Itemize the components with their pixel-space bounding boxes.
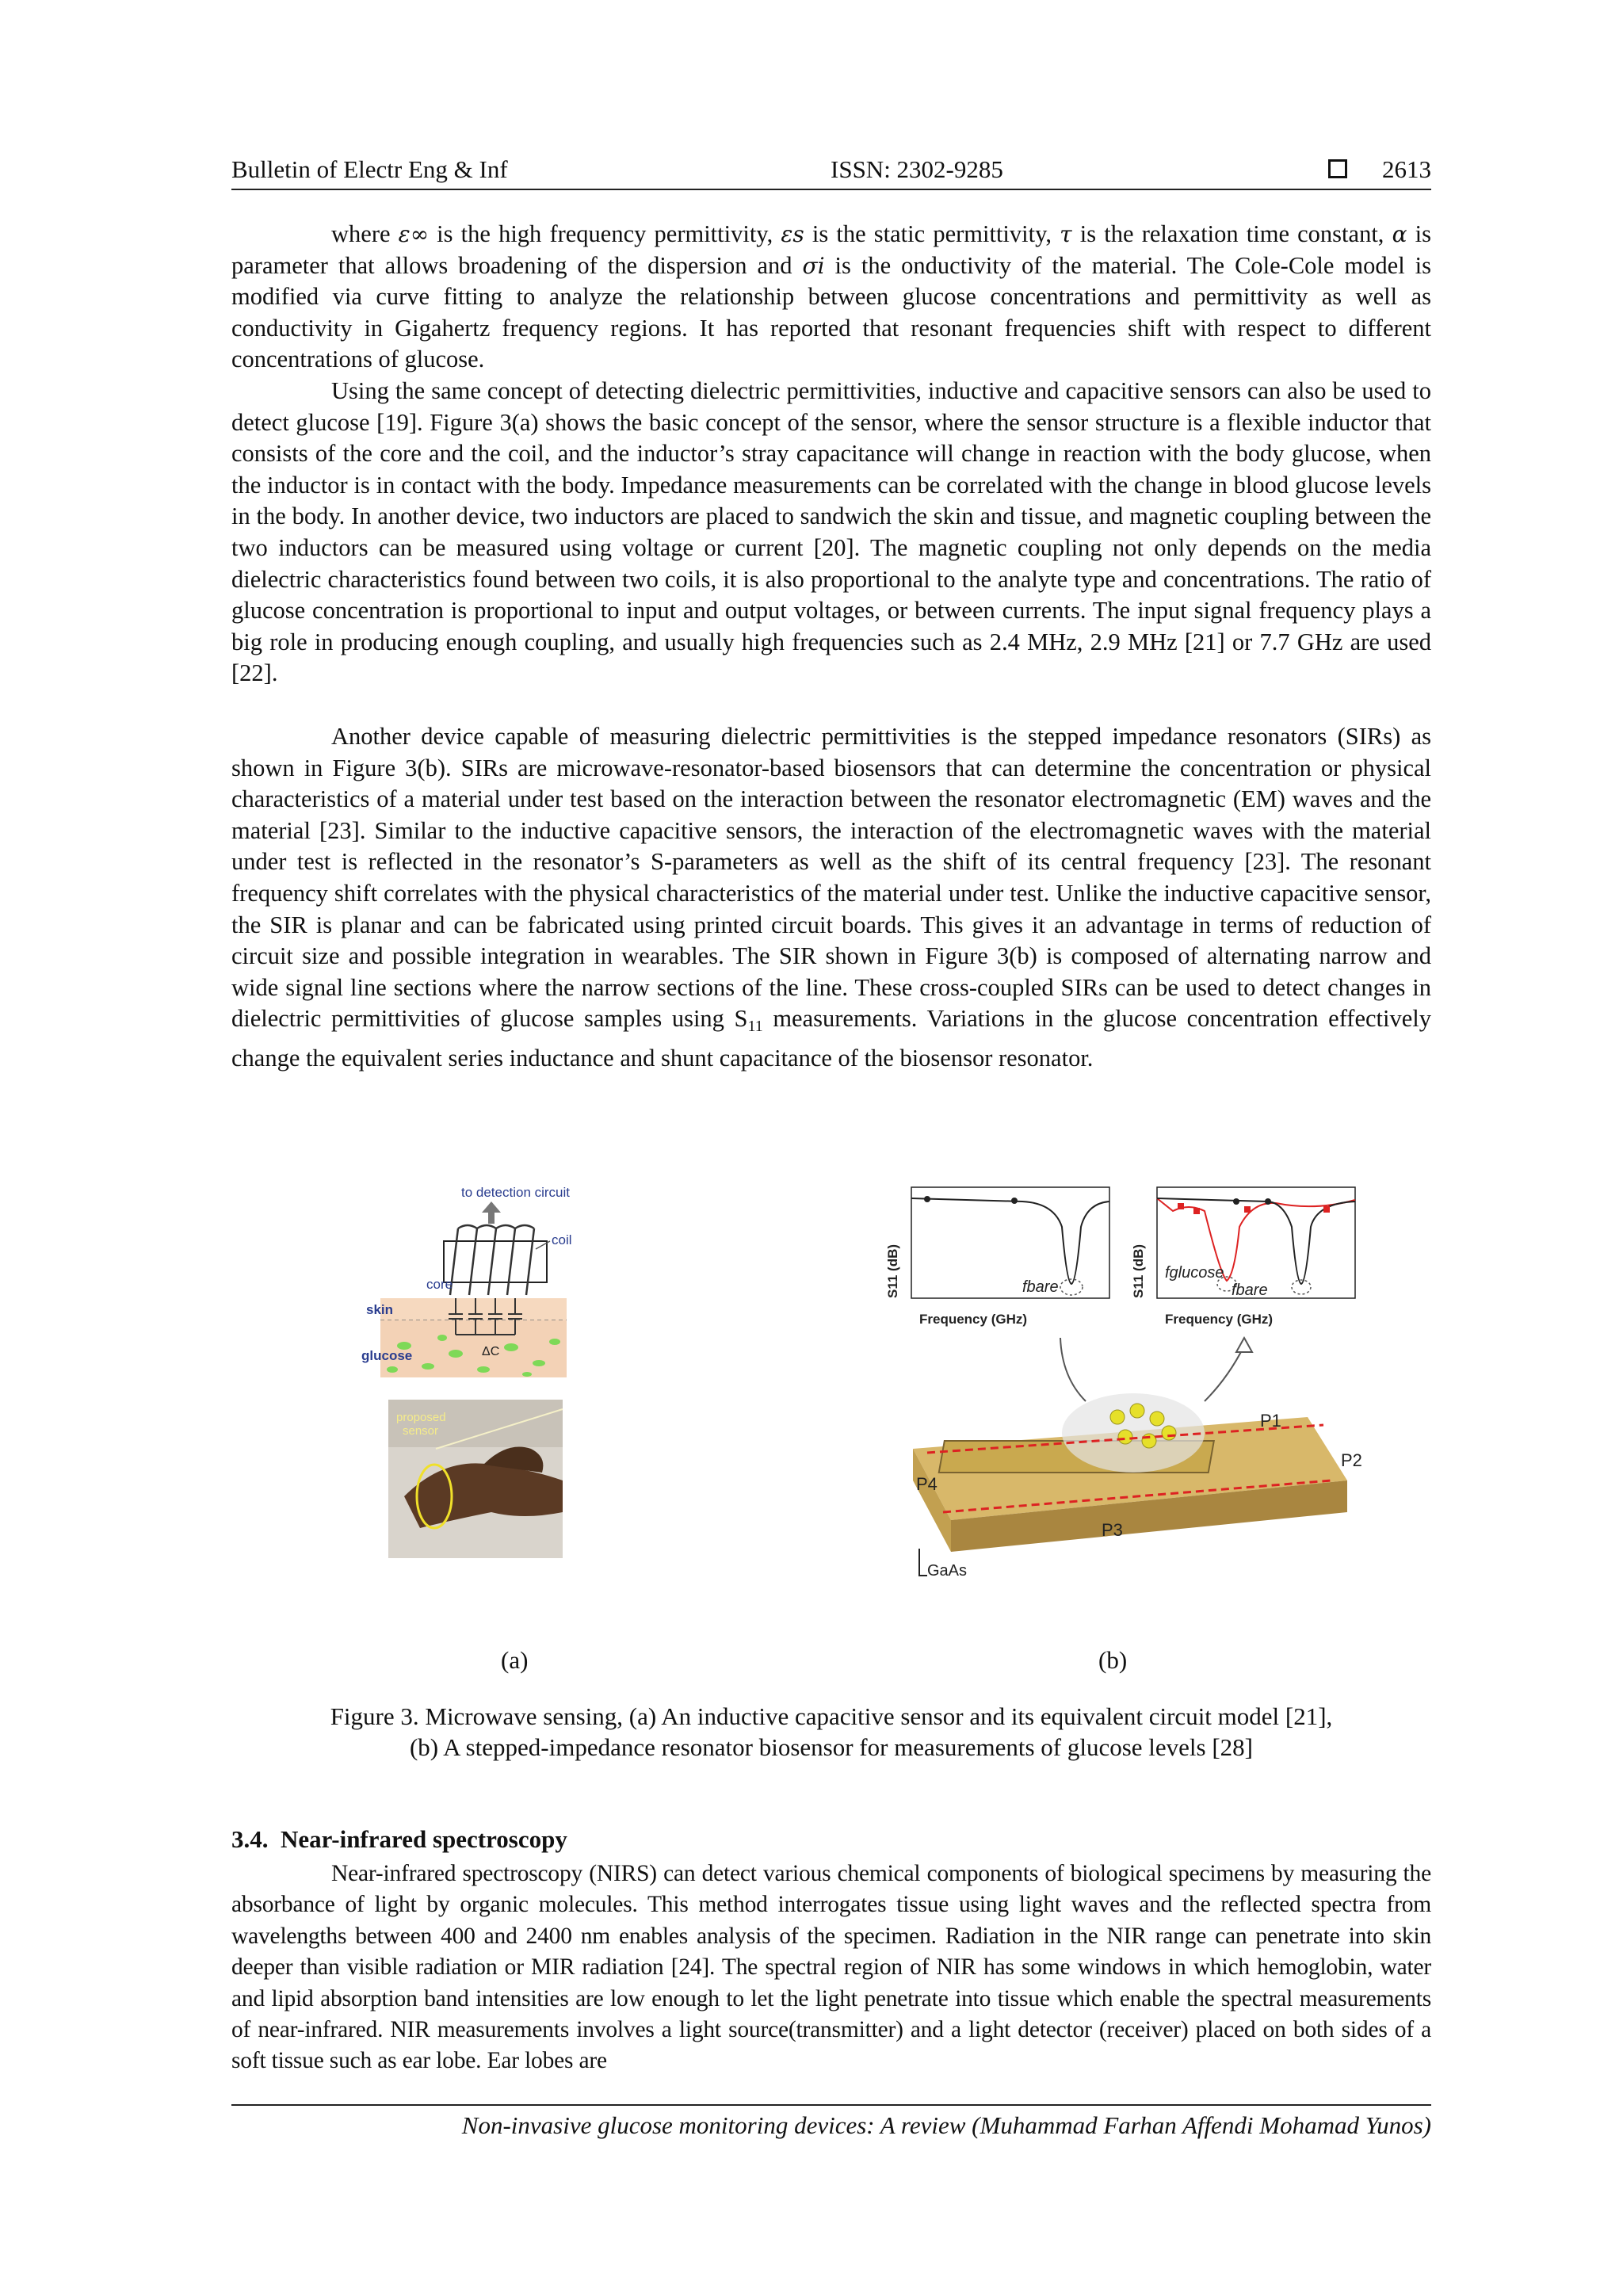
paragraph-4: Near-infrared spectroscopy (NIRS) can detect various chemical components of biological specimens by measuring the absorbance of light by organic molecules. This method interrogates tissue using light waves and the reflected spectra from wavelengths between 400 and 2400 nm enables analysis of the specimen. Radiation in the NIR range can penetrate into skin deeper than visible radiation or MIR radiation [24]. The spectral region of NIR has some windows in which hemoglobin, water and lipid absorption band intensities are low enough to let the light penetrate into tissue which enable the spectral measurements of near-infrared. NIR measurements involves a light source(transmitter) and a light detector (receiver) placed on both sides of a soft tissue such as ear lobe. Ear lobes are — [231, 1861, 1431, 2074]
port-p3: P3 — [1102, 1520, 1123, 1540]
port-p1: P1 — [1260, 1411, 1281, 1431]
caption-line-2: (b) A stepped-impedance resonator biosensor for measurements of glucose levels [28] — [409, 1733, 1253, 1761]
section-title: Near-infrared spectroscopy — [281, 1825, 567, 1853]
symbol-alpha: α — [1392, 221, 1407, 247]
section-heading — [231, 1825, 567, 1854]
fbare-label-right: fbare — [1232, 1282, 1268, 1299]
figure-label-b: (b) — [1098, 1646, 1128, 1674]
fbare-label-left: fbare — [1022, 1278, 1059, 1296]
paragraph-3: Another device capable of measuring dielectric permittivities is the stepped impedance resonators (SIRs) as shown in Figure 3(b). SIRs are microwave-resonator-based biosensors that can determine the concentration or physical characteristics of a material under test based on the interaction between the resonator electromagnetic (EM) waves and the material [23]. Similar to the inductive capacitive sensors, the interaction of the electromagnetic waves with the material under test is reflected in the resonator’s S-parameters as well as the shift of its central frequency [23]. The resonant frequency shift correlates with the physical characteristics of the material under test. Unlike the inductive capacitive sensor, the SIR is planar and can be fabricated using printed circuit boards. This gives it an advantage in terms of reduction of circuit size and possible integration in wearables. The SIR shown in Figure 3(b) is composed of alternating narrow and wide signal line sections where the narrow sections of the line. These cross-coupled SIRs can be used to detect changes in dielectric permittivities of glucose samples using $S_{11}$ measurements. Variations in the glucose concentration effectively change the equivalent series inductance and shunt capacitance of the biosensor resonator. — [231, 723, 1431, 1072]
glucose-label: glucose — [361, 1348, 413, 1363]
coil-label: coil — [552, 1232, 572, 1247]
substrate-label: GaAs — [927, 1562, 968, 1580]
symbol-eps-inf: ε∞ — [398, 221, 430, 247]
figure-caption — [231, 1701, 1431, 1763]
journal-name: Bulletin of Electr Eng & Inf — [231, 155, 508, 183]
figure-3 — [361, 1179, 1387, 1623]
figure-3b-plot-right — [1131, 1187, 1355, 1327]
paragraph-2: Using the same concept of detecting dielectric permittivities, inductive and capacitive sensors can also be used to detect glucose [19]. Figure 3(a) shows the basic concept of the sensor, where the sensor structure is a flexible inductor that consists of the core and the coil, and the inductor’s stray capacitance will change in reaction with the body glucose, when the inductor is in contact with the body. Impedance measurements can be correlated with the change in blood glucose levels in the body. In another device, two inductors are placed to sandwich the skin and tissue, and magnetic coupling between the two inductors can be measured using voltage or current [20]. The magnetic coupling not only depends on the media dielectric characteristics found between two coils, it is also proportional to the analyte type and concentrations. The ratio of glucose concentration is proportional to input and output voltages, or between currents. The input signal frequency plays a big role in producing enough coupling, and usually high frequencies such as 2.4 MHz, 2.9 MHz [21] or 7.7 GHz are used [22]. — [231, 377, 1431, 687]
core-label: core — [426, 1277, 453, 1292]
to-detection-label: to detection circuit — [461, 1185, 571, 1200]
section-number: 3.4. — [231, 1825, 269, 1853]
fglucose-label: fglucose — [1165, 1264, 1224, 1282]
running-header — [231, 155, 1431, 192]
square-bullet-icon — [1328, 159, 1347, 178]
proposed-label: proposed — [396, 1411, 446, 1424]
xlabel-right: Frequency (GHz) — [1165, 1312, 1274, 1327]
figure-3b-plot-left — [885, 1187, 1109, 1327]
symbol-tau: τ — [1060, 221, 1072, 247]
sensor-label: sensor — [403, 1424, 439, 1438]
footer-rule — [231, 2104, 1431, 2106]
symbol-eps-s: εs — [781, 221, 804, 247]
figure-3b-device — [913, 1338, 1362, 1580]
header-rule — [231, 189, 1431, 190]
figure-3a-photo — [388, 1400, 563, 1558]
running-footer: Non-invasive glucose monitoring devices: A review (Muhammad Farhan Affendi Mohamad Yunos) — [461, 2111, 1431, 2139]
page-number-block — [1328, 155, 1431, 184]
xlabel-left: Frequency (GHz) — [919, 1312, 1028, 1327]
issn: ISSN: 2302-9285 — [831, 155, 1003, 183]
figure-3a-diagram — [361, 1185, 572, 1377]
symbol-sigma: σi — [802, 252, 825, 279]
caption-line-1: Figure 3. Microwave sensing, (a) An inductive capacitive sensor and its equivalent circuit model [21], — [330, 1702, 1333, 1730]
port-p2: P2 — [1341, 1450, 1362, 1470]
s11-label-right: S11 (dB) — [1131, 1244, 1146, 1298]
figure-label-a: (a) — [501, 1646, 529, 1674]
port-p4: P4 — [916, 1474, 938, 1494]
page-number: 2613 — [1382, 155, 1431, 183]
delta-c-label: ΔC — [482, 1345, 500, 1358]
s11-label-left: S11 (dB) — [885, 1244, 900, 1298]
skin-label: skin — [366, 1302, 394, 1317]
paragraph-1: where ε∞ is the high frequency permittivity, εs is the static permittivity, τ is the relaxation time constant, α is parameter that allows broadening of the dispersion and σi is the onductivity of the material. The Cole-Cole model is modified via curve fitting to analyze the relationship between glucose concentrations and permittivity as well as conductivity in Gigahertz frequency regions. It has reported that resonant frequencies shift with respect to different concentrations of glucose. — [231, 220, 1431, 373]
